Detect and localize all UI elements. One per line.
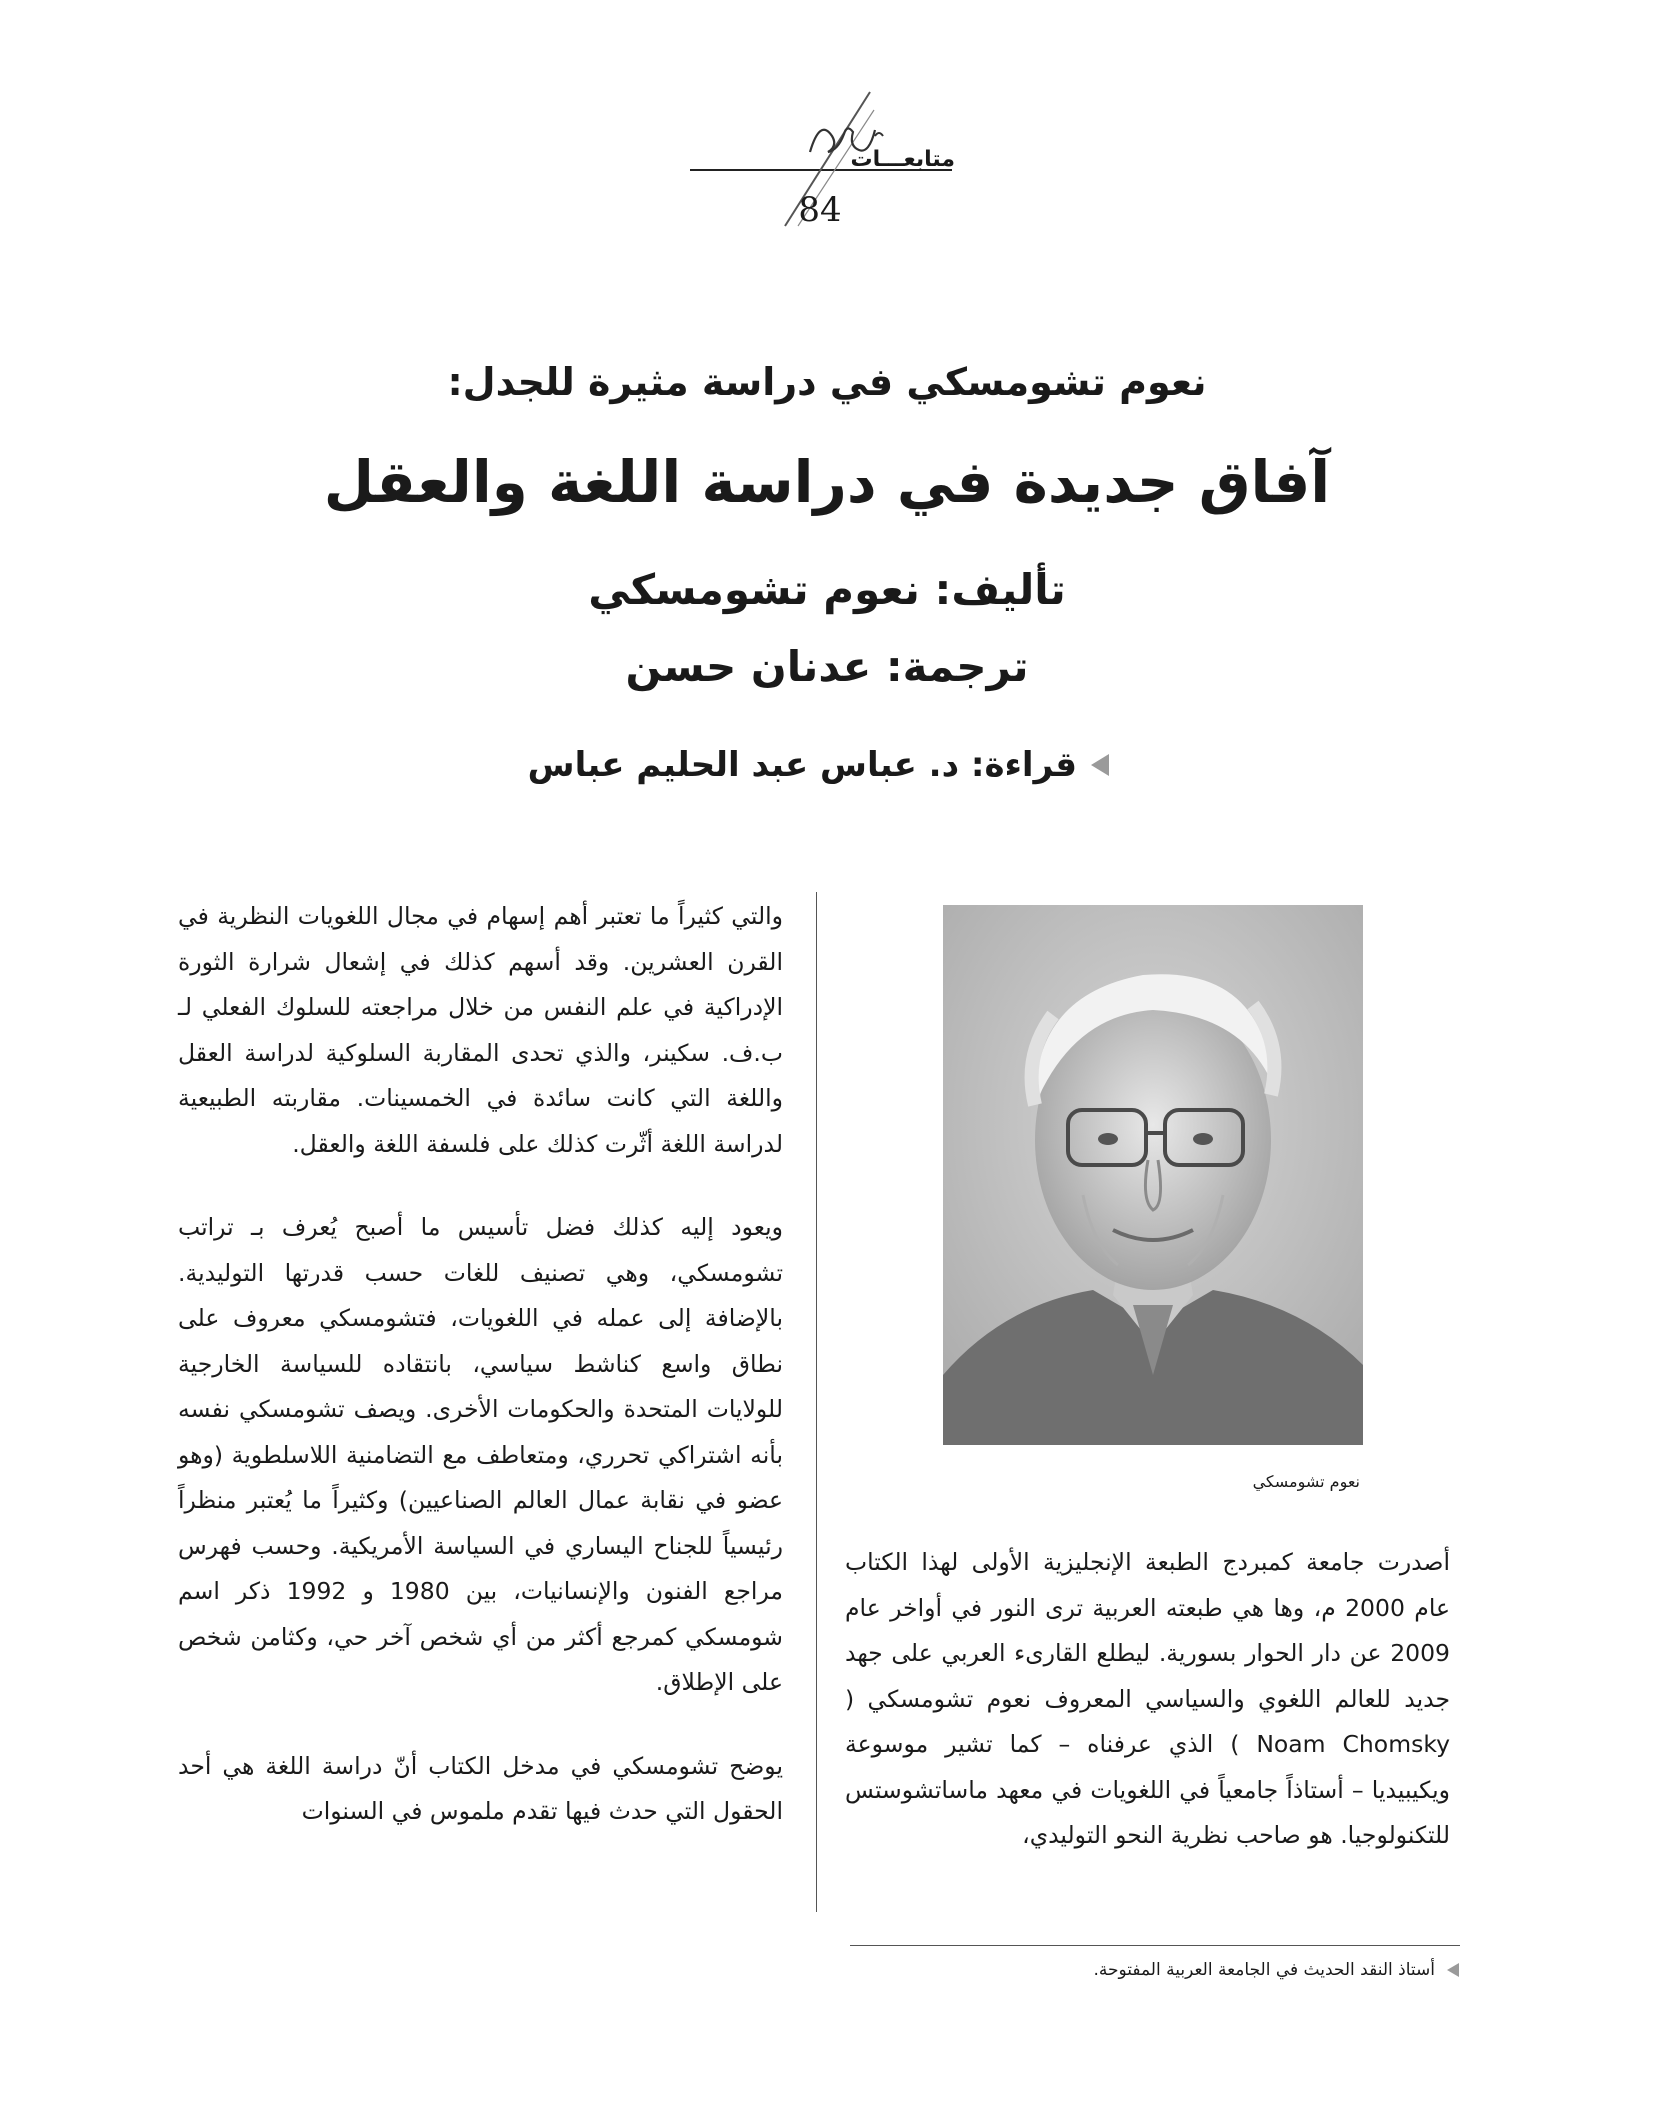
article-title: آفاق جديدة في دراسة اللغة والعقل — [323, 448, 1331, 516]
reviewer-byline — [528, 745, 1109, 785]
footnote-triangle-icon — [1447, 1963, 1459, 1977]
footnote — [1093, 1960, 1459, 1980]
left-paragraph-3: يوضح تشومسكي في مدخل الكتاب أنّ دراسة اللغة هي أحد الحقول التي حدث فيها تقدم ملموس في السنوات — [178, 1751, 783, 1825]
author-credit: تأليف: نعوم تشومسكي — [588, 565, 1066, 614]
right-paragraph-1: أصدرت جامعة كمبردج الطبعة الإنجليزية الأولى لهذا الكتاب عام 2000 م، وها هي طبعته العربية ترى النور في أواخر عام 2009 عن دار الحوار بسورية. ليطلع القارىء العربي على جهد جديد للعالم اللغوي والسياسي المعروف نعوم تشومسكي ( Noam Chomsky ) الذي عرفناه – كما تشير موسوعة ويكيبيديا – أستاذاً جامعياً في اللغويات في معهد ماساتشوستس للتكنولوجيا. هو صاحب نظرية النحو التوليدي، — [845, 1548, 1451, 1849]
photo-caption: نعوم تشومسكي — [1252, 1472, 1360, 1491]
page-number: 84 — [798, 190, 842, 230]
column-divider — [816, 892, 817, 1912]
left-paragraph-1: والتي كثيراً ما تعتبر أهم إسهام في مجال اللغويات النظرية في القرن العشرين. وقد أسهم كذلك في إشعال شرارة الثورة الإدراكية في علم النفس من خلال مراجعته للسلوك الفعلي لـ ب.ف. سكينر، والذي تحدى المقاربة السلوكية لدراسة العقل واللغة التي كانت سائدة في الخمسينات. مقاربته الطبيعية لدراسة اللغة أثّرت كذلك على فلسفة اللغة والعقل. — [178, 902, 783, 1158]
left-text-column — [178, 894, 783, 1835]
portrait-photo — [943, 905, 1363, 1445]
section-label: متابعـــات — [850, 147, 955, 172]
portrait-illustration-icon — [943, 905, 1363, 1445]
right-text-column — [845, 1540, 1450, 1859]
footnote-divider — [850, 1945, 1460, 1946]
footnote-text: أستاذ النقد الحديث في الجامعة العربية المفتوحة. — [1093, 1960, 1435, 1980]
translator-credit: ترجمة: عدنان حسن — [625, 642, 1029, 691]
triangle-bullet-icon — [1091, 754, 1109, 776]
left-paragraph-2: ويعود إليه كذلك فضل تأسيس ما أصبح يُعرف بـ تراتب تشومسكي، وهي تصنيف للغات حسب قدرتها التوليدية. بالإضافة إلى عمله في اللغويات، فتشومسكي معروف على نطاق واسع كناشط سياسي، بانتقاده للسياسة الخارجية للولايات المتحدة والحكومات الأخرى. ويصف تشومسكي نفسه بأنه اشتراكي تحرري، ومتعاطف مع التضامنية اللاسلطوية (وهو عضو في نقابة عمال العالم الصناعيين) وكثيراً ما يُعتبر منظراً رئيسياً للجناح اليساري في السياسة الأمريكية. وحسب فهرس مراجع الفنون والإنسانيات، بين 1980 و 1992 ذكر اسم شومسكي كمرجع أكثر من أي شخص آخر حي، وكثامن شخص على الإطلاق. — [178, 1213, 783, 1696]
article-subtitle: نعوم تشومسكي في دراسة مثيرة للجدل: — [447, 360, 1207, 404]
reviewer-credit: قراءة: د. عباس عبد الحليم عباس — [527, 745, 1077, 785]
